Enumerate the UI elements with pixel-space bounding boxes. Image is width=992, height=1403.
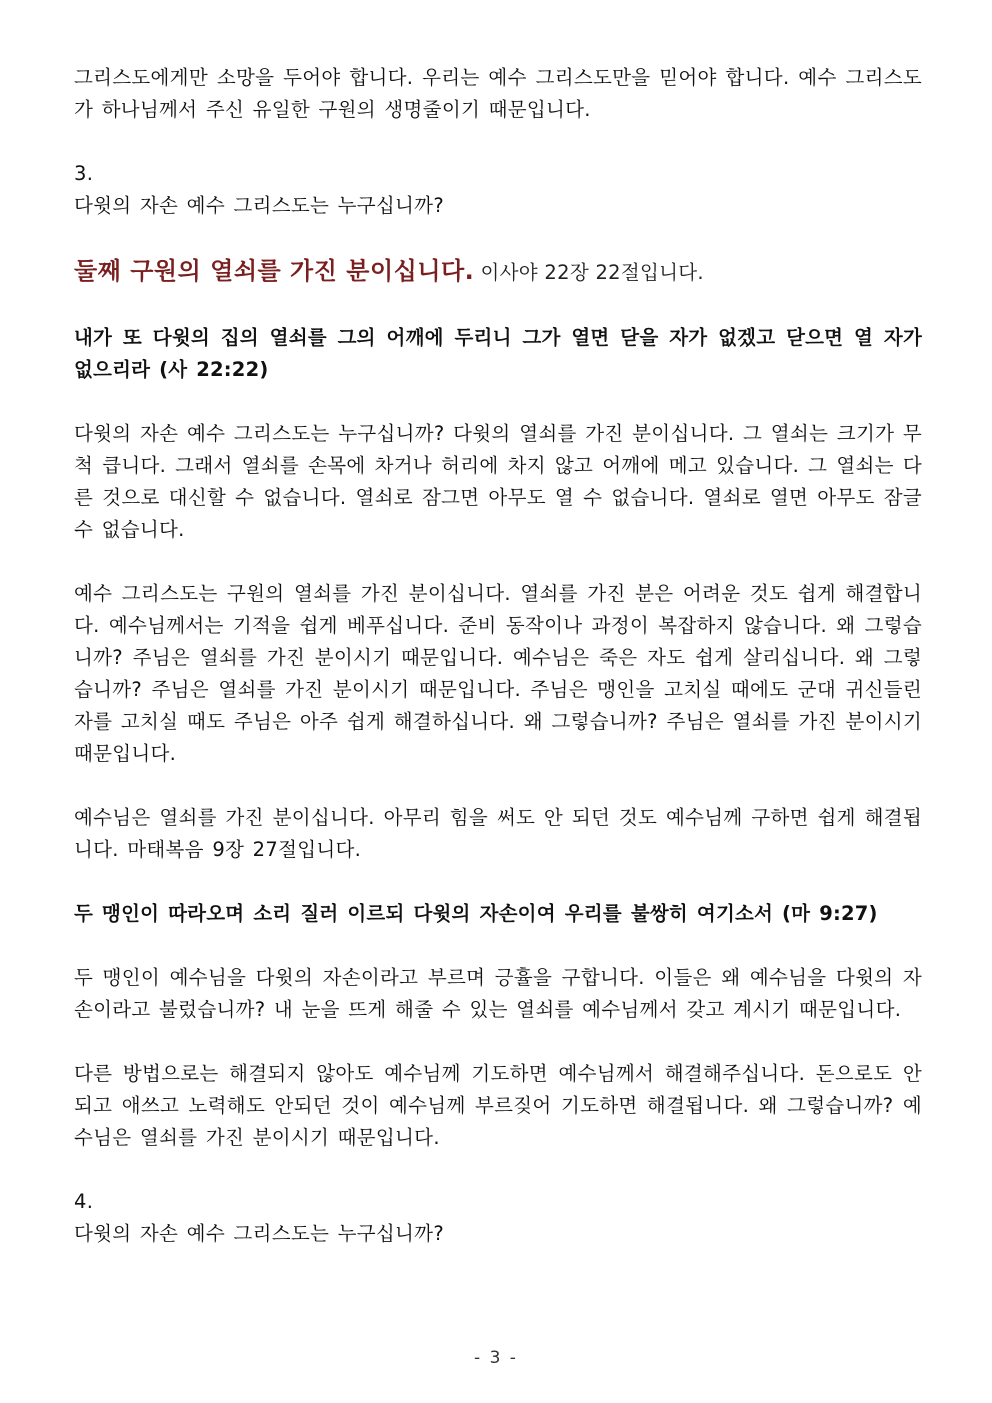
spacer bbox=[74, 770, 922, 802]
section-question: 다윗의 자손 예수 그리스도는 누구십니까? bbox=[74, 1222, 444, 1245]
spacer bbox=[74, 1026, 922, 1058]
paragraph-intro: 그리스도에게만 소망을 두어야 합니다. 우리는 예수 그리스도만을 믿어야 합니다. 예수 그리스도가 하나님께서 주신 유일한 구원의 생명줄이기 때문입니다. bbox=[74, 66, 922, 121]
paragraph: 다윗의 자손 예수 그리스도는 누구십니까? 다윗의 열쇠를 가진 분이십니다. 그 열쇠는 크기가 무척 큽니다. 그래서 열쇠를 손목에 차거나 허리에 차지 않고 어깨에 메고 있습니다. 그 열쇠는 다른 것으로 대신할 수 없습니다. 열쇠로 잠그면 아무도 열 수 없습니다. 열쇠로 열면 아무도 잠글 수 없습니다. bbox=[74, 422, 922, 541]
spacer bbox=[74, 1154, 922, 1186]
spacer bbox=[74, 546, 922, 578]
paragraph: 다른 방법으로는 해결되지 않아도 예수님께 기도하면 예수님께서 해결해주십니다. 돈으로도 안되고 애쓰고 노력해도 안되던 것이 예수님께 부르짖어 기도하면 해결됩니다. 왜 그렇습니까? 예수님은 열쇠를 가진 분이시기 때문입니다. bbox=[74, 1062, 922, 1149]
heading-reference: 이사야 22장 22절입니다. bbox=[480, 261, 704, 284]
spacer bbox=[74, 290, 922, 322]
spacer bbox=[74, 930, 922, 962]
spacer bbox=[74, 866, 922, 898]
paragraph: 예수 그리스도는 구원의 열쇠를 가진 분이십니다. 열쇠를 가진 분은 어려운 것도 쉽게 해결합니다. 예수님께서는 기적을 쉽게 베푸십니다. 준비 동작이나 과정이 복잡하지 않습니다. 왜 그렇습니까? 주님은 열쇠를 가진 분이시기 때문입니다. 예수님은 죽은 자도 쉽게 살리십니다. 왜 그렇습니까? 주님은 열쇠를 가진 분이시기 때문입니다. 주님은 맹인을 고치실 때에도 군대 귀신들린 자를 고치실 때도 주님은 아주 쉽게 해결하십니다. 왜 그렇습니까? 주님은 열쇠를 가진 분이시기 때문입니다. bbox=[74, 582, 922, 765]
section-heading bbox=[74, 254, 922, 290]
page-number: - 3 - bbox=[474, 1348, 518, 1368]
document-body bbox=[74, 62, 922, 1250]
bible-verse: 내가 또 다윗의 집의 열쇠를 그의 어깨에 두리니 그가 열면 닫을 자가 없겠고 닫으면 열 자가 없으리라 (사 22:22) bbox=[74, 326, 922, 381]
bible-verse: 두 맹인이 따라오며 소리 질러 이르되 다윗의 자손이여 우리를 불쌍히 여기소서 (마 9:27) bbox=[74, 902, 878, 925]
section-number: 3. bbox=[74, 162, 94, 185]
spacer bbox=[74, 126, 922, 158]
section-number: 4. bbox=[74, 1190, 94, 1213]
spacer bbox=[74, 222, 922, 254]
heading-title: 둘째 구원의 열쇠를 가진 분이십니다. bbox=[74, 257, 475, 285]
section-question: 다윗의 자손 예수 그리스도는 누구십니까? bbox=[74, 194, 444, 217]
paragraph: 두 맹인이 예수님을 다윗의 자손이라고 부르며 긍휼을 구합니다. 이들은 왜 예수님을 다윗의 자손이라고 불렀습니까? 내 눈을 뜨게 해줄 수 있는 열쇠를 예수님께서 갖고 계시기 때문입니다. bbox=[74, 966, 922, 1021]
paragraph: 예수님은 열쇠를 가진 분이십니다. 아무리 힘을 써도 안 되던 것도 예수님께 구하면 쉽게 해결됩니다. 마태복음 9장 27절입니다. bbox=[74, 806, 922, 861]
spacer bbox=[74, 386, 922, 418]
